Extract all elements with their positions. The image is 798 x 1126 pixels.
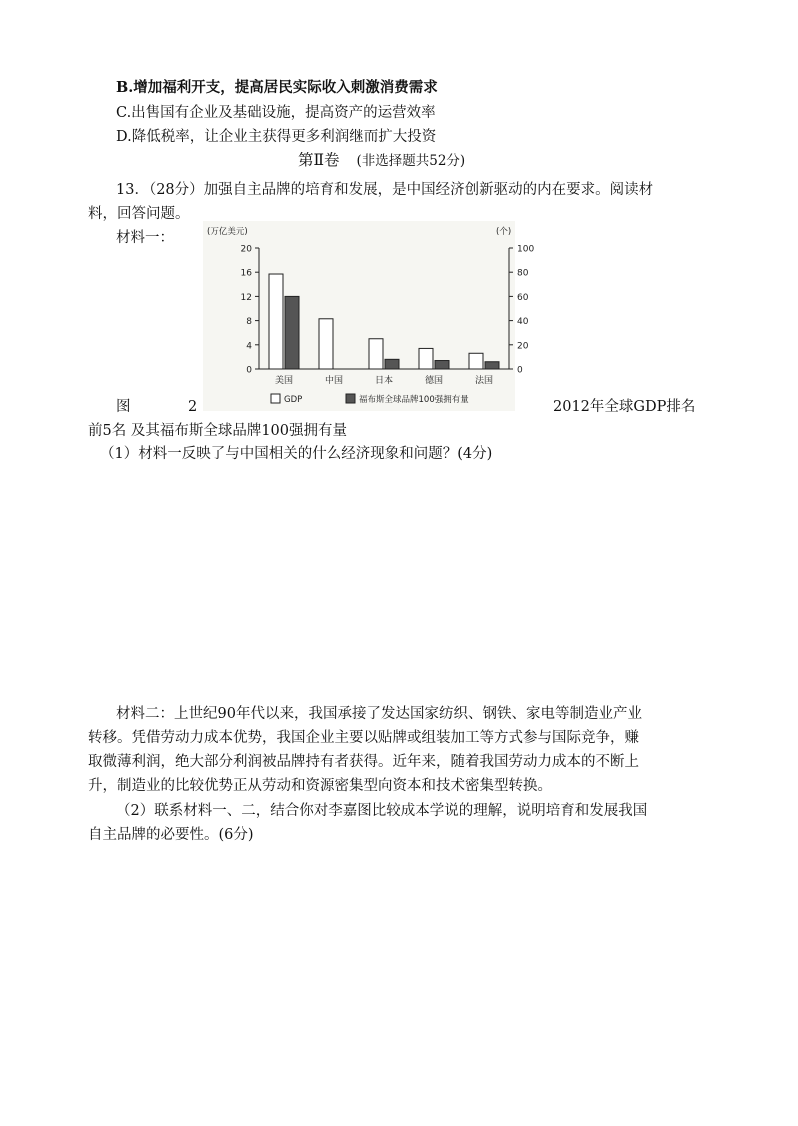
- figure-caption-right: 2012年全球GDP排名: [553, 399, 696, 415]
- left-tick-label: 4: [246, 341, 252, 352]
- gdp-bar: [469, 353, 483, 369]
- material2-line4: 升，制造业的比较优势正从劳动和资源密集型向资本和技术密集型转换。: [88, 778, 552, 794]
- brand-count-bar: [385, 359, 399, 369]
- option-d: D.降低税率，让企业主获得更多利润继而扩大投资: [116, 129, 437, 145]
- left-tick-label: 16: [240, 268, 252, 279]
- category-label: 日本: [374, 376, 394, 386]
- question-2-line2: 自主品牌的必要性。(6分): [88, 827, 254, 843]
- material2-line3: 取微薄利润，绝大部分利润被品牌持有者获得。近年来，随着我国劳动力成本的不断上: [88, 754, 639, 770]
- figure-label: 图: [116, 399, 131, 415]
- right-tick-label: 0: [517, 365, 523, 376]
- category-label: 中国: [324, 376, 344, 386]
- material1-label: 材料一：: [116, 230, 174, 246]
- q13-intro-line1: 13．（28分）加强自主品牌的培育和发展，是中国经济创新驱动的内在要求。阅读材: [116, 182, 654, 198]
- category-label: 美国: [274, 376, 294, 386]
- legend-gdp-label: GDP: [284, 395, 303, 405]
- question-2-line1: （2）联系材料一、二，结合你对李嘉图比较成本学说的理解，说明培育和发展我国: [116, 803, 648, 819]
- option-c: C.出售国有企业及基础设施，提高资产的运营效率: [116, 105, 436, 121]
- legend-brand-label: 福布斯全球品牌100强拥有量: [359, 395, 469, 405]
- right-tick-label: 80: [517, 268, 529, 279]
- left-tick-label: 12: [240, 292, 252, 303]
- brand-count-bar: [485, 362, 499, 369]
- option-b: B.增加福利开支，提高居民实际收入刺激消费需求: [116, 79, 438, 96]
- material2-line2: 转移。凭借劳动力成本优势，我国企业主要以贴牌或组装加工等方式参与国际竞争，赚: [88, 730, 639, 746]
- figure-caption-line2: 前5名 及其福布斯全球品牌100强拥有量: [88, 423, 348, 439]
- chart-svg: [203, 221, 535, 411]
- section-heading: [298, 150, 465, 171]
- section-title: 第Ⅱ卷: [298, 151, 340, 169]
- right-tick-label: 40: [517, 317, 529, 328]
- legend-gdp-swatch: [271, 394, 280, 403]
- gdp-brand-chart: [203, 221, 535, 411]
- q13-intro-line2: 料，回答问题。: [88, 206, 190, 222]
- left-tick-label: 0: [246, 365, 252, 376]
- category-label: 德国: [424, 376, 444, 386]
- left-tick-label: 20: [240, 244, 252, 255]
- material2-line1: 材料二：上世纪90年代以来，我国承接了发达国家纺织、钢铁、家电等制造业产业: [116, 706, 642, 722]
- question-1: （1）材料一反映了与中国相关的什么经济现象和问题？(4分): [100, 446, 493, 462]
- gdp-bar: [319, 319, 333, 369]
- left-axis-label: (万亿美元): [207, 227, 248, 237]
- brand-count-bar: [435, 361, 449, 369]
- gdp-bar: [419, 348, 433, 369]
- right-tick-label: 60: [517, 292, 529, 303]
- figure-number: 2: [188, 399, 198, 415]
- brand-count-bar: [285, 296, 299, 369]
- legend-brand-swatch: [346, 394, 355, 403]
- gdp-bar: [269, 274, 283, 369]
- category-label: 法国: [474, 376, 494, 386]
- right-axis-label: (个): [496, 227, 512, 237]
- section-subtitle: (非选择题共52分): [356, 153, 466, 169]
- right-tick-label: 20: [517, 341, 529, 352]
- right-tick-label: 100: [517, 244, 535, 255]
- gdp-bar: [369, 339, 383, 369]
- left-tick-label: 8: [246, 317, 252, 328]
